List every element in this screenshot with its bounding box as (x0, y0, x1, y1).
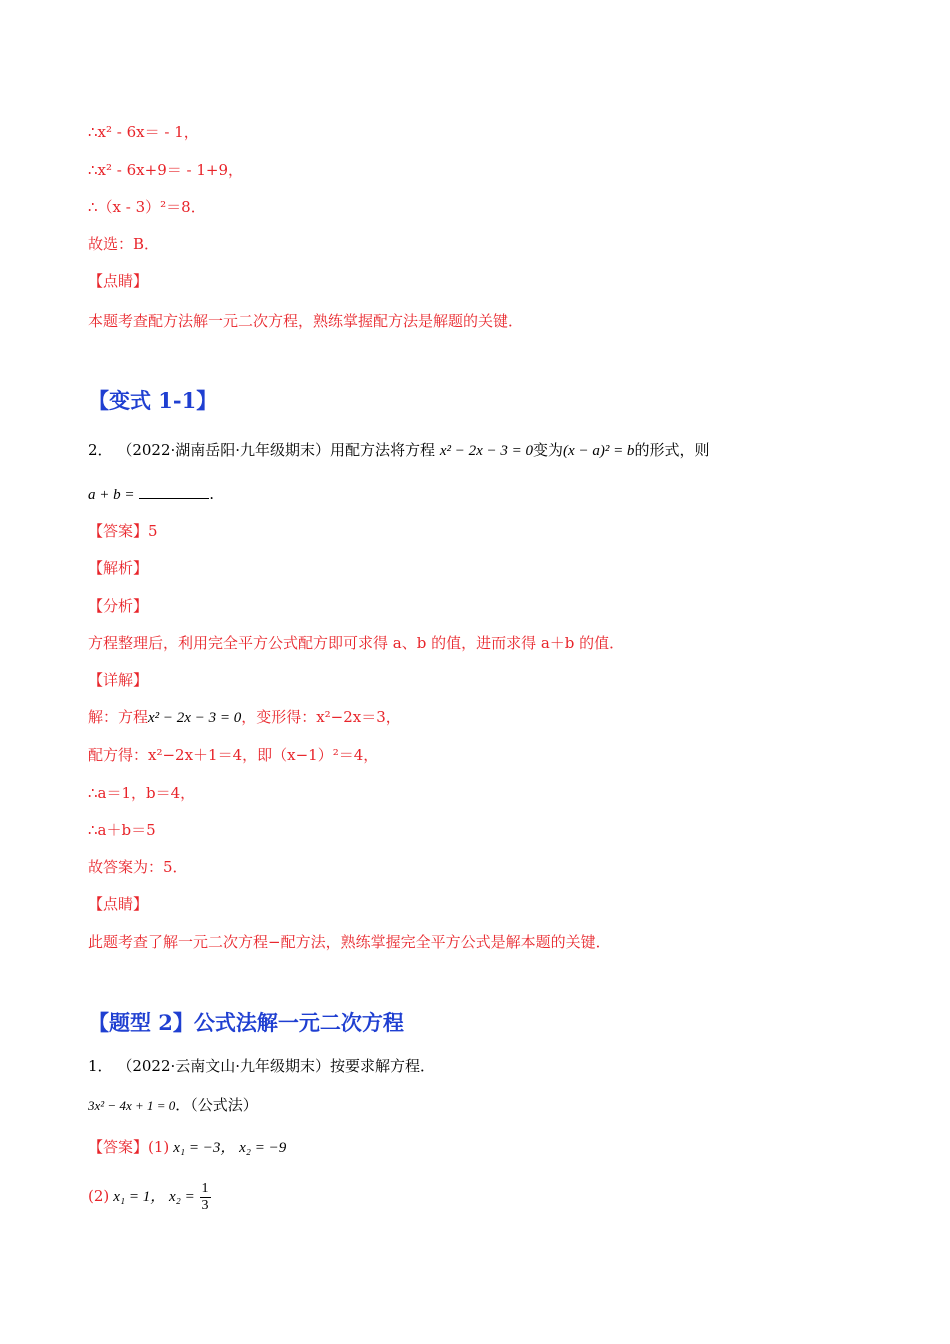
comment-text: 本题考查配方法解一元二次方程，熟练掌握配方法是解题的关键． (88, 312, 524, 330)
jiexi-label: 【解析】 (88, 559, 149, 577)
type2-answer-label: 【答案】 (88, 1138, 149, 1156)
type2-answer-2-tag: (2) (88, 1187, 110, 1205)
question-text-2: 变为 (533, 441, 564, 459)
type2-answer-1 (88, 1137, 286, 1158)
solution-choice: 故选：B． (88, 235, 160, 253)
detail-line-4: ∴a＋b＝5 (88, 821, 156, 839)
answer-row (88, 521, 158, 541)
type2-equation-row (88, 1095, 258, 1116)
detail-line-1 (88, 707, 401, 728)
answer-prompt: a + b = (88, 487, 135, 503)
type2-answer-1-value: x₁ = −3， x₂ = −9 (173, 1140, 287, 1156)
type2-question-text: （2022·云南文山·九年级期末）按要求解方程． (117, 1057, 436, 1075)
comment-label: 【点睛】 (88, 272, 149, 290)
detail-line-2: 配方得：x²−2x＋1＝4，即（x−1）²＝4， (88, 746, 379, 764)
type2-question (88, 1056, 435, 1076)
type2-question-number: 1． (88, 1057, 113, 1075)
question-end: . (209, 485, 215, 503)
type2-answer-2 (88, 1177, 211, 1216)
variant-comment-label: 【点睛】 (88, 895, 149, 913)
fenxi-text: 方程整理后，利用完全平方公式配方即可求得 a、b 的值，进而求得 a＋b 的值． (88, 634, 625, 652)
answer-blank (139, 484, 209, 499)
xiangjie-label: 【详解】 (88, 671, 149, 689)
question-equation-1: x² − 2x − 3 = 0 (439, 443, 534, 459)
solution-step-1: ∴x² - 6x＝ - 1， (88, 123, 199, 141)
question-text: 用配方法将方程 (330, 441, 436, 459)
solution-step-3: ∴（x - 3）²＝8． (88, 198, 206, 216)
solution-step-2: ∴x² - 6x+9＝ - 1+9， (88, 161, 243, 179)
type2-answer-2-value: x₁ = 1， x₂ = (113, 1189, 195, 1205)
detail-1-prefix: 解：方程 (88, 708, 149, 726)
variant-heading: 【变式 1-1】 (88, 388, 218, 413)
answer-value: 5 (148, 522, 158, 540)
fraction-numerator: 1 (201, 1180, 209, 1196)
detail-1-suffix: ，变形得：x²−2x＝3， (241, 708, 401, 726)
fraction-one-third (200, 1181, 211, 1214)
answer-label: 【答案】 (88, 522, 149, 540)
detail-1-equation: x² − 2x − 3 = 0 (148, 710, 242, 726)
fenxi-label: 【分析】 (88, 597, 149, 615)
fraction-denominator: 3 (201, 1197, 209, 1213)
question-number: 2． (88, 441, 113, 459)
type2-heading: 【题型 2】公式法解一元二次方程 (88, 1010, 404, 1035)
type2-equation-note: ．（公式法） (175, 1096, 258, 1114)
question-2 (88, 440, 709, 461)
variant-comment-text: 此题考查了解一元二次方程−配方法，熟练掌握完全平方公式是解本题的关键． (88, 933, 611, 951)
detail-line-5: 故答案为：5． (88, 858, 188, 876)
type2-answer-1-tag: (1) (148, 1138, 170, 1156)
type2-equation: 3x² − 4x + 1 = 0 (88, 1098, 176, 1113)
question-equation-2: (x − a)² = b (563, 443, 635, 459)
question-text-3: 的形式，则 (634, 441, 710, 459)
question-source: （2022·湖南岳阳·九年级期末） (117, 441, 331, 459)
question-2-line-2 (88, 484, 214, 505)
detail-line-3: ∴a＝1，b＝4， (88, 784, 196, 802)
